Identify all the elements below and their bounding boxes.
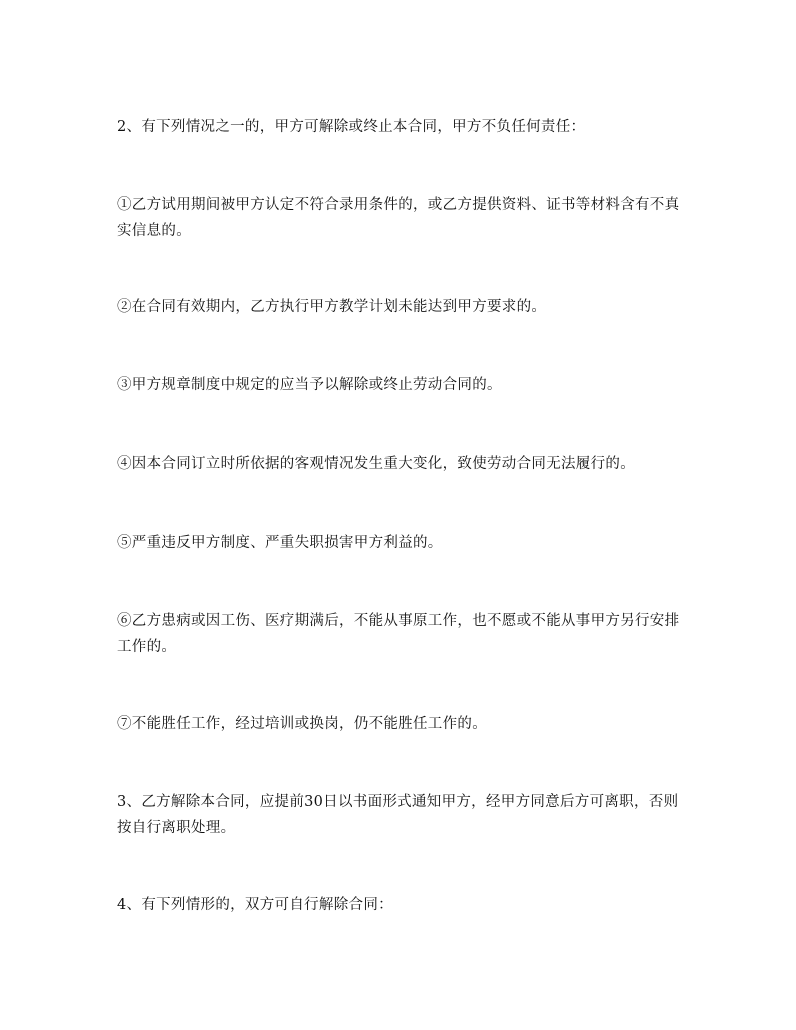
clause-2-heading: 2、有下列情况之一的，甲方可解除或终止本合同，甲方不负任何责任： xyxy=(117,119,586,135)
clause-2-item-5: ⑤严重违反甲方制度、严重失职损害甲方利益的。 xyxy=(117,535,443,551)
clause-3: 3、乙方解除本合同，应提前30日以书面形式通知甲方，经甲方同意后方可离职，否则按自行离职处理。 xyxy=(117,794,679,836)
clause-4-heading: 4、有下列情形的，双方可自行解除合同： xyxy=(117,897,393,913)
clause-2-item-6: ⑥乙方患病或因工伤、医疗期满后，不能从事原工作，也不愿或不能从事甲方另行安排工作的。 xyxy=(117,613,680,655)
clause-2-item-3: ③甲方规章制度中规定的应当予以解除或终止劳动合同的。 xyxy=(117,377,502,393)
clause-2-item-2: ②在合同有效期内，乙方执行甲方教学计划未能达到甲方要求的。 xyxy=(117,299,547,315)
clause-2-item-7: ⑦不能胜任工作，经过培训或换岗，仍不能胜任工作的。 xyxy=(117,716,487,732)
clause-2-item-4: ④因本合同订立时所依据的客观情况发生重大变化，致使劳动合同无法履行的。 xyxy=(117,456,635,472)
clause-2-item-1: ①乙方试用期间被甲方认定不符合录用条件的，或乙方提供资料、证书等材料含有不真实信息的。 xyxy=(117,197,680,239)
